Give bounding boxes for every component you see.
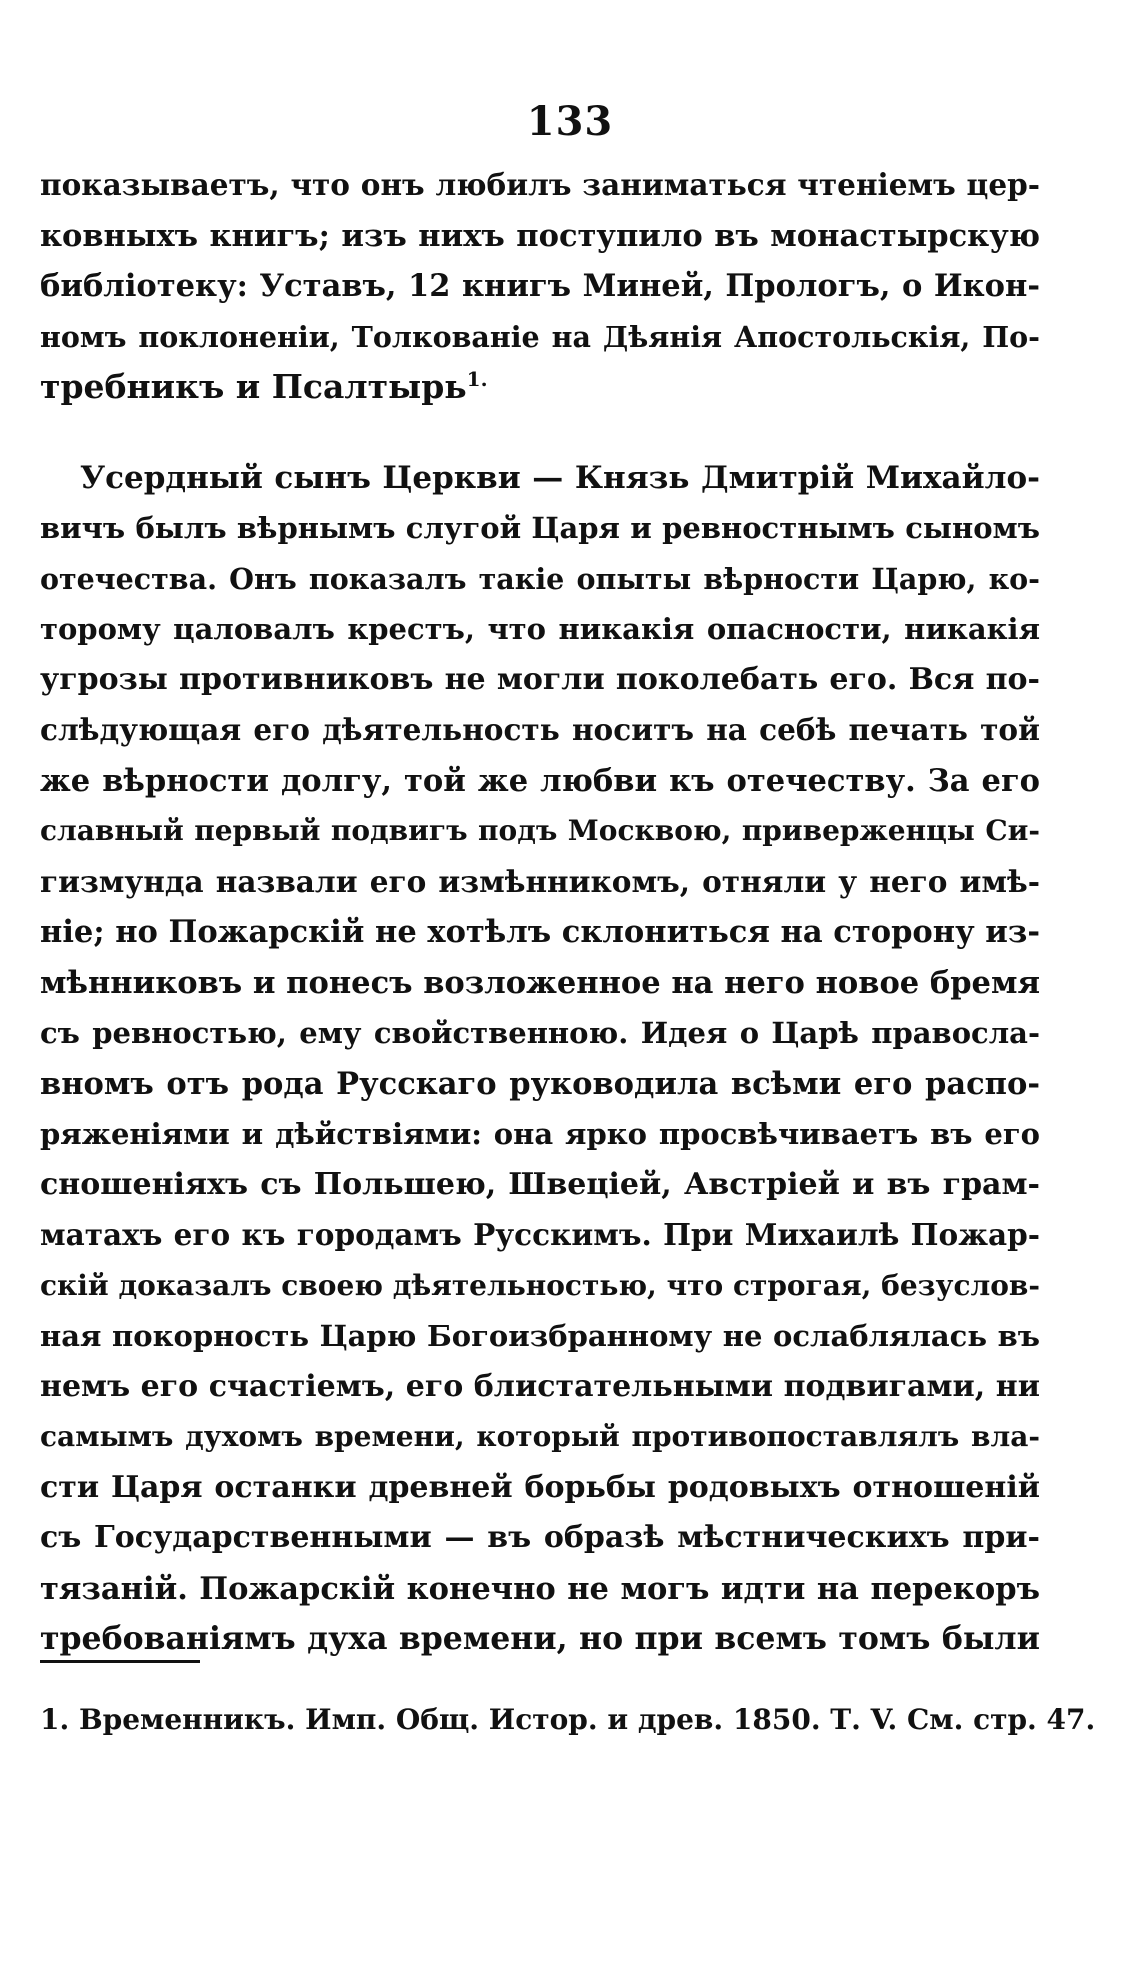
footnote-divider	[40, 1660, 200, 1663]
text-line: торому цаловалъ крестъ, что никакія опасности, никакія	[40, 612, 1040, 646]
text-line: съ ревностью, ему свойственною. Идея о Царѣ правосла-	[40, 1016, 1040, 1050]
text-line: съ Государственными — въ образѣ мѣстническихъ при-	[40, 1520, 1040, 1555]
text-line: мѣнниковъ и понесъ возложенное на него новое бремя	[40, 964, 1040, 1001]
footnote-text: Временникъ. Имп. Общ. Истор. и древ. 1850. Т. V. См. стр. 47.	[78, 1703, 1096, 1736]
page-number: 133	[526, 98, 614, 145]
paragraph-gap	[40, 413, 1040, 453]
footnote	[40, 1700, 1096, 1740]
text-line: тязаній. Пожарскій конечно не могъ идти на перекоръ	[40, 1570, 1040, 1607]
text-line: скій доказалъ своею дѣятельностью, что строгая, безуслов-	[40, 1268, 1040, 1302]
text-line: немъ его счастіемъ, его блистательными подвигами, ни	[40, 1368, 1040, 1404]
text-line: слѣдующая его дѣятельность носитъ на себѣ печать той	[40, 712, 1040, 747]
text-line	[40, 362, 1040, 413]
text-line: ная покорность Царю Богоизбранному не ослаблялась въ	[40, 1319, 1040, 1353]
text-line: самымъ духомъ времени, который противопоставлялъ вла-	[40, 1420, 1040, 1453]
text-line: Усердный сынъ Церкви — Князь Дмитрій Михайло-	[80, 459, 1040, 496]
text-line: номъ поклоненіи, Толкованіе на Дѣянія Апостольскія, По-	[40, 319, 1040, 354]
text-line: ковныхъ книгъ; изъ нихъ поступило въ монастырскую	[40, 217, 1040, 254]
footnote-marker: 1.	[40, 1703, 70, 1736]
text-line: вномъ отъ рода Русскаго руководила всѣми его распо-	[40, 1065, 1040, 1102]
text-line: ніе; но Пожарскій не хотѣлъ склониться на сторону из-	[40, 914, 1040, 950]
text-line-content: требникъ и Псалтырь	[40, 367, 467, 406]
text-line: матахъ его къ городамъ Русскимъ. При Михаилѣ Пожар-	[40, 1217, 1040, 1252]
text-line: сношеніяхъ съ Польшею, Швеціей, Австріей и въ грам-	[40, 1166, 1040, 1202]
text-line: гизмунда назвали его измѣнникомъ, отняли у него имѣ-	[40, 863, 1040, 899]
text-line: ряженіями и дѣйствіями: она ярко просвѣчиваетъ въ его	[40, 1117, 1040, 1151]
text-line: отечества. Онъ показалъ такіе опыты вѣрности Царю, ко-	[40, 561, 1040, 596]
body-text	[40, 160, 1040, 1665]
text-line: вичъ былъ вѣрнымъ слугой Царя и ревностнымъ сыномъ	[40, 511, 1040, 545]
text-line: библіотеку: Уставъ, 12 книгъ Миней, Прологъ, о Икон-	[40, 268, 1040, 304]
footnote-reference: 1.	[466, 367, 488, 391]
text-line: показываетъ, что онъ любилъ заниматься чтеніемъ цер-	[40, 167, 1040, 202]
text-line: угрозы противниковъ не могли поколебать его. Вся по-	[40, 661, 1040, 697]
text-line: сти Царя останки древней борьбы родовыхъ отношеній	[40, 1469, 1040, 1505]
text-line: же вѣрности долгу, той же любви къ отечеству. За его	[40, 762, 1040, 799]
text-line: требованіямъ духа времени, но при всемъ томъ были	[40, 1620, 1040, 1657]
text-line: славный первый подвигъ подъ Москвою, приверженцы Си-	[40, 814, 1040, 847]
